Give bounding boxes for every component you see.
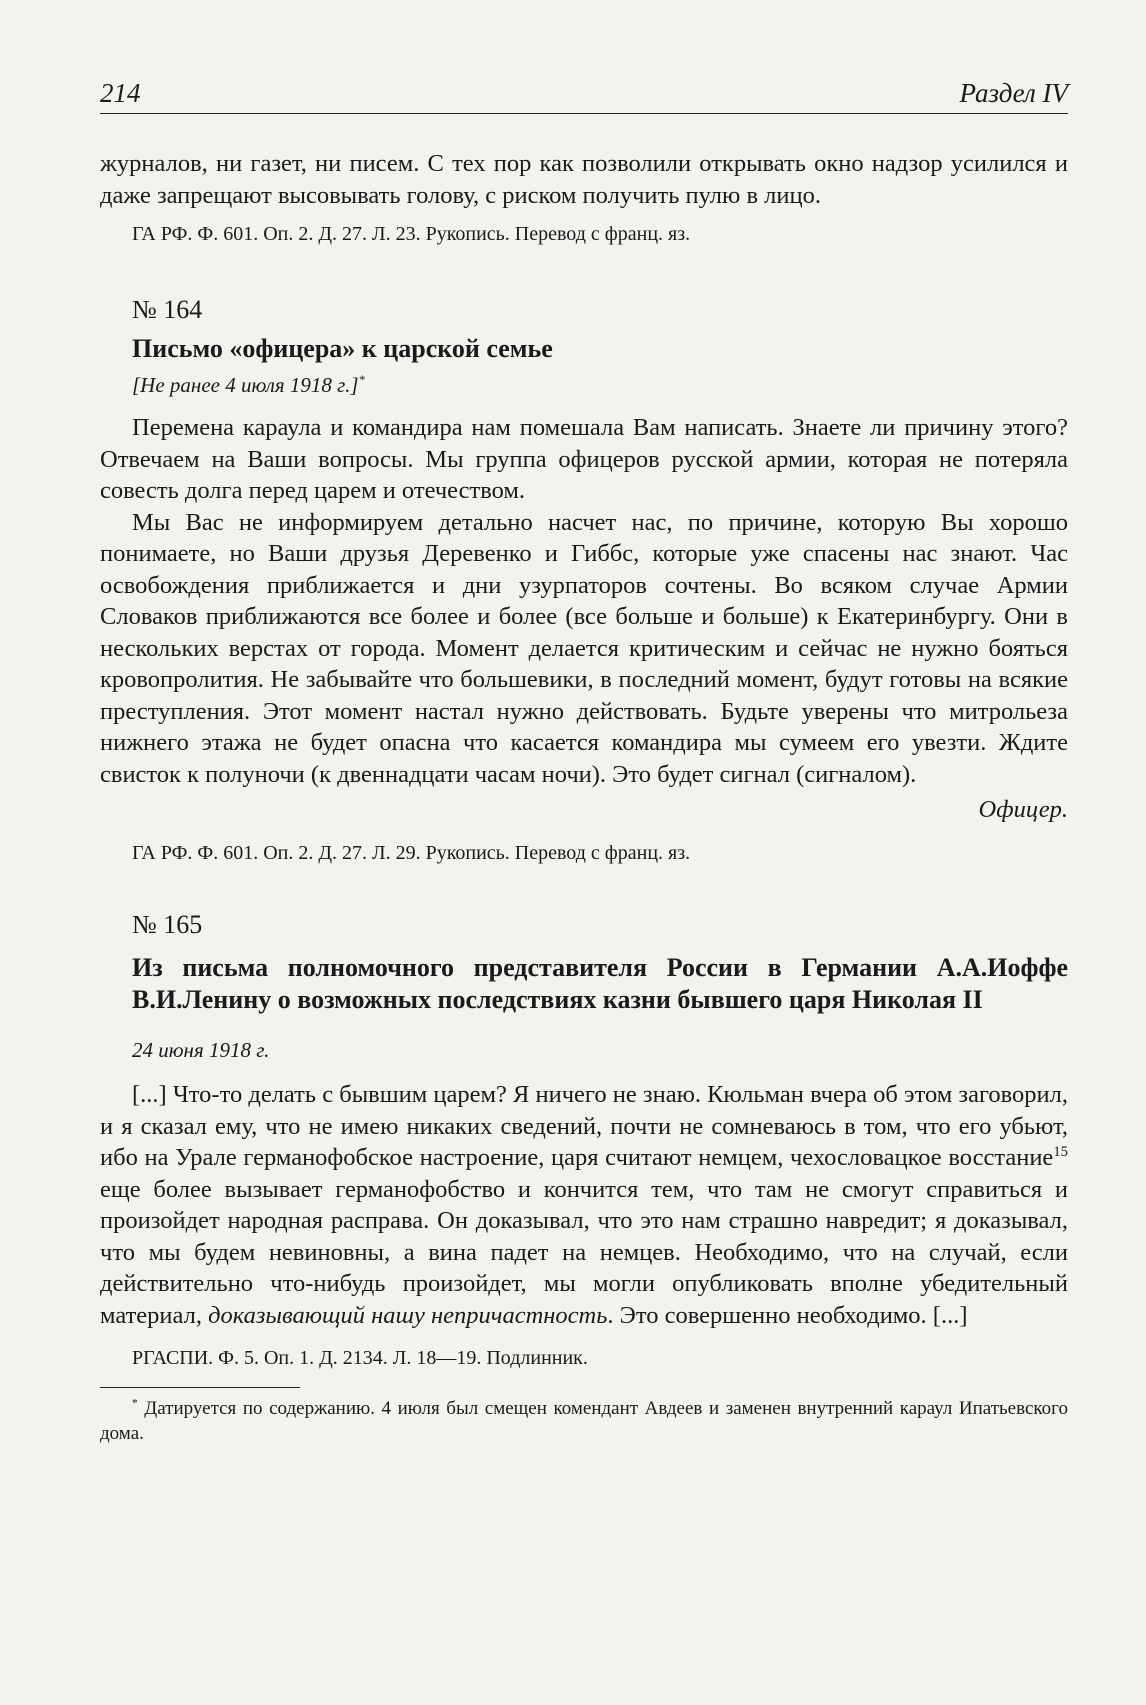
signature: Офицер. (978, 796, 1068, 823)
document-date: 24 июня 1918 г. (132, 1038, 270, 1062)
source-ref: ГА РФ. Ф. 601. Оп. 2. Д. 27. Л. 23. Рукопись. Перевод с франц. яз. (132, 223, 691, 245)
footnote-marker: * (358, 373, 365, 387)
footnote-ref: 15 (1053, 1143, 1068, 1160)
continuation-text: журналов, ни газет, ни писем. С тех пор как позволили открывать окно надзор усилился и даже запрещают высовывать голову, с риском получить пулю в лицо. (100, 150, 1068, 209)
page-number: 214 (100, 78, 141, 108)
document-title: Письмо «офицера» к царской семье (132, 334, 553, 363)
italic-emphasis: доказывающий нашу непричастность (208, 1301, 608, 1329)
letter-paragraph: Перемена караула и командира нам помешала Вам написать. Знаете ли причину этого? Отвечаем на Ваши вопросы. Мы группа офицеров русской армии, которая не потеряла совесть долга перед царем и отечеством. (100, 414, 1068, 504)
source-ref: ГА РФ. Ф. 601. Оп. 2. Д. 27. Л. 29. Рукопись. Перевод с франц. яз. (132, 842, 691, 864)
letter-paragraph: Мы Вас не информируем детально насчет нас, по причине, которую Вы хорошо понимаете, но Ваши друзья Деревенко и Гиббс, которые уже спасены нас знают. Час освобождения приближается и дни узурпаторов сочтены. Во всяком случае Армии Словаков приближаются все более и более (все больше и больше) к Екатеринбургу. Они в нескольких верстах от города. Момент делается критическим и сейчас не нужно бояться кровопролития. Не забывайте что большевики, в последний момент, будут готовы на всякие преступления. Этот момент настал нужно действовать. Будьте уверены что митрольеза нижнего этажа не будет опасна что касается командира мы сумеем его увезти. Ждите свисток к полуночи (к двеннадцати часам ночи). Это будет сигнал (сигналом). (100, 508, 1068, 788)
document-number: № 164 (132, 295, 203, 324)
document-title: Из письма полномочного представителя России в Германии А.А.Иоффе В.И.Ленину о возможных последствиях казни бывшего царя Николая II (132, 953, 1068, 1014)
running-header (100, 78, 1068, 114)
footnote-divider (100, 1387, 300, 1388)
footnote: * Датируется по содержанию. 4 июля был смещен комендант Авдеев и заменен внутренний караул Ипатьевского дома. (100, 1397, 1068, 1444)
letter-paragraph: [...] Что-то делать с бывшим царем? Я ничего не знаю. Кюльман вчера об этом заговорил, и я сказал ему, что не имею никаких сведений, почти не сомневаюсь в том, что его убьют, ибо на Урале германофобское настроение, царя считают немцем, чехословацкое восстание$^{15}$ еще более вызывает германофобство и кончится тем, что там не смогут справиться и произойдет народная расправа. Он доказывал, что это нам страшно навредит; я доказывал, что мы будем невиновны, а вина падет на немцев. Необходимо, что на случай, если действительно что-нибудь произойдет, мы могли опубликовать вполне убедительный материал, доказывающий нашу непричастность. Это совершенно необходимо. [...] (100, 1081, 1068, 1329)
source-ref: РГАСПИ. Ф. 5. Оп. 1. Д. 2134. Л. 18—19. Подлинник. (132, 1347, 588, 1369)
page (100, 78, 1068, 1446)
section-title: Раздел IV (959, 78, 1068, 108)
document-date: [Не ранее 4 июля 1918 г.]* (132, 373, 365, 397)
document-number: № 165 (132, 910, 203, 939)
